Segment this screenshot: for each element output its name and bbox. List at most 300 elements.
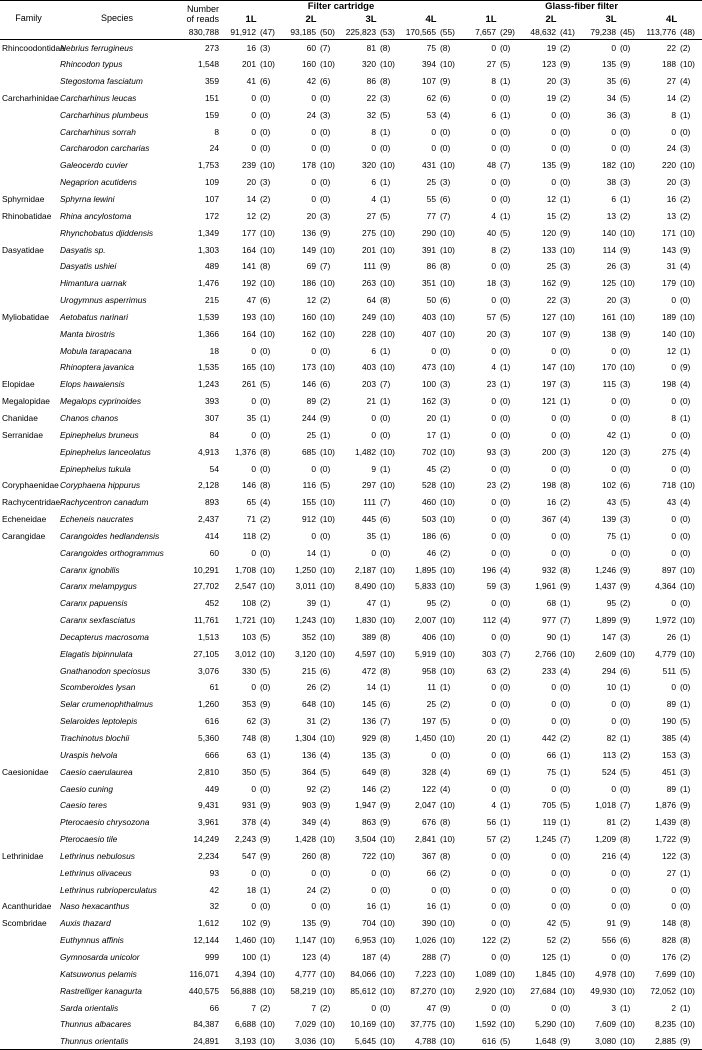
read-count-cell: 63 [486, 665, 497, 676]
read-count-cell: 0 [611, 42, 617, 53]
species-cell: Sphyrna lewini [60, 194, 115, 205]
read-count-cell: 1,376 [235, 446, 256, 457]
read-count-cell: 2 [671, 1002, 677, 1013]
read-count-cell: 389 [362, 631, 376, 642]
family-cell [0, 443, 57, 460]
read-count-cell: 139 [602, 514, 617, 525]
read-count-cell: 556 [602, 935, 617, 946]
detection-count-cell: (9) [260, 800, 271, 811]
detection-count-cell: (2) [260, 1002, 271, 1013]
detection-count-cell: (10) [320, 699, 335, 710]
read-count-cell: 0 [251, 463, 256, 474]
read-count-cell: 135 [602, 59, 617, 70]
detection-count-cell: (1) [380, 126, 391, 137]
detection-count-cell: (7) [560, 615, 571, 626]
family-cell [0, 359, 57, 376]
detection-count-cell: (10) [260, 244, 275, 255]
read-count-cell: 75 [606, 530, 617, 541]
detection-count-cell: (10) [380, 581, 395, 592]
read-count-cell: 1,899 [595, 615, 617, 626]
detection-count-cell: (1) [560, 766, 571, 777]
species-cell: Echeneis naucrates [60, 514, 134, 525]
read-count-cell: 12 [306, 295, 316, 306]
read-count-cell: 140 [602, 227, 617, 238]
table-row [0, 106, 702, 123]
detection-count-cell: (0) [500, 463, 511, 474]
read-count-cell: 0 [551, 109, 557, 120]
read-count-cell: 182 [602, 160, 617, 171]
detection-count-cell: (2) [260, 514, 271, 525]
detection-count-cell: (10) [320, 631, 335, 642]
detection-count-cell: (5) [620, 497, 631, 508]
detection-count-cell: (5) [620, 766, 631, 777]
family-cell [0, 645, 57, 662]
detection-count-cell: (0) [260, 126, 271, 137]
read-count-cell: 18 [246, 884, 256, 895]
detection-count-cell: (10) [320, 362, 335, 373]
detection-count-cell: (3) [560, 446, 571, 457]
read-count-cell: 148 [662, 918, 677, 929]
read-count-cell: 903 [302, 800, 316, 811]
detection-count-cell: (10) [680, 581, 695, 592]
family-cell [0, 1016, 57, 1033]
read-count-cell: 27 [486, 59, 497, 70]
read-count-cell: 145 [362, 699, 376, 710]
species-cell: Rastrelliger kanagurta [60, 985, 142, 996]
table-row [0, 410, 702, 427]
detection-count-cell: (0) [680, 126, 691, 137]
detection-count-cell: (0) [620, 345, 631, 356]
read-count-cell: 718 [662, 480, 677, 491]
read-count-cell: 0 [491, 194, 497, 205]
detection-count-cell: (10) [380, 1019, 395, 1030]
read-count-cell: 190 [662, 716, 677, 727]
reads-cell: 109 [205, 177, 219, 188]
detection-count-cell: (0) [500, 547, 511, 558]
detection-count-cell: (4) [440, 766, 451, 777]
read-count-cell: 171 [662, 227, 677, 238]
table-row [0, 949, 702, 966]
read-count-cell: 186 [422, 530, 436, 541]
gf-2l-header: 2L [545, 13, 557, 25]
table-row [0, 359, 702, 376]
read-count-cell: 81 [366, 42, 376, 53]
detection-count-cell: (1) [560, 194, 571, 205]
fc-2l-header: 2L [305, 13, 317, 25]
read-count-cell: 0 [671, 514, 677, 525]
read-count-cell: 0 [311, 345, 316, 356]
detection-count-cell: (4) [320, 817, 331, 828]
species-cell: Auxis thazard [60, 918, 111, 929]
read-count-cell: 10 [606, 682, 617, 693]
detection-count-cell: (10) [380, 59, 395, 70]
detection-count-cell: (4) [320, 951, 331, 962]
reads-cell: 8 [214, 126, 219, 137]
read-count-cell: 0 [371, 429, 376, 440]
read-count-cell: 0 [611, 143, 617, 154]
detection-count-cell: (2) [680, 210, 691, 221]
detection-count-cell: (10) [320, 514, 335, 525]
read-count-cell: 112 [482, 615, 497, 626]
read-count-cell: 100 [242, 951, 256, 962]
detection-count-cell: (10) [440, 631, 455, 642]
reads-cell: 359 [205, 76, 219, 87]
read-count-cell: 47 [246, 295, 256, 306]
reads-cell: 1,303 [198, 244, 219, 255]
read-count-cell: 58,219 [290, 985, 316, 996]
read-count-cell: 17 [426, 429, 436, 440]
read-count-cell: 4,788 [401, 1033, 439, 1050]
detection-count-cell: (5) [260, 665, 271, 676]
detection-count-cell: (0) [620, 699, 631, 710]
read-count-cell: 0 [491, 261, 497, 272]
read-count-cell: 141 [242, 261, 256, 272]
read-count-cell: 198 [542, 480, 557, 491]
detection-count-cell: (9) [260, 918, 271, 929]
total-count: 79,238 [581, 26, 619, 39]
detection-count-cell: (9) [620, 244, 631, 255]
read-count-cell: 0 [671, 598, 677, 609]
detection-count-cell: (10) [620, 1019, 635, 1030]
family-cell [0, 1033, 57, 1050]
read-count-cell: 431 [422, 160, 436, 171]
read-count-cell: 0 [491, 92, 497, 103]
read-count-cell: 320 [362, 59, 376, 70]
detection-count-cell: (0) [620, 396, 631, 407]
table-row [0, 1016, 702, 1033]
detection-count-cell: (5) [500, 311, 511, 322]
read-count-cell: 200 [542, 446, 557, 457]
read-count-cell: 21 [366, 396, 376, 407]
read-count-cell: 62 [246, 716, 256, 727]
detection-count-cell: (2) [680, 42, 691, 53]
table-row [0, 174, 702, 191]
detection-count-cell: (0) [260, 547, 271, 558]
detection-count-cell: (0) [260, 867, 271, 878]
read-count-cell: 27 [366, 210, 376, 221]
detection-count-cell: (10) [560, 1019, 575, 1030]
family-cell [0, 342, 57, 359]
read-count-cell: 138 [602, 328, 617, 339]
species-cell: Chanos chanos [60, 412, 119, 423]
detection-count-cell: (0) [560, 884, 571, 895]
detection-count-cell: (6) [320, 379, 331, 390]
table-row [0, 578, 702, 595]
detection-count-cell: (2) [500, 665, 511, 676]
detection-count-cell: (0) [500, 497, 511, 508]
detection-count-cell: (3) [500, 278, 511, 289]
family-cell [0, 140, 57, 157]
read-count-cell: 22 [546, 295, 557, 306]
detection-count-cell: (0) [320, 143, 331, 154]
detection-count-cell: (6) [620, 76, 631, 87]
detection-count-cell: (2) [500, 480, 511, 491]
read-count-cell: 0 [491, 396, 497, 407]
detection-count-cell: (10) [680, 648, 695, 659]
table-row [0, 629, 702, 646]
read-count-cell: 0 [671, 547, 677, 558]
total-detections: (29) [499, 26, 521, 39]
read-count-cell: 35 [366, 530, 376, 541]
species-cell: Selar crumenophthalmus [60, 699, 154, 710]
detection-count-cell: (1) [500, 766, 511, 777]
detection-count-cell: (0) [500, 126, 511, 137]
read-count-cell: 403 [362, 362, 376, 373]
read-count-cell: 77 [426, 210, 436, 221]
read-count-cell: 328 [422, 766, 436, 777]
read-count-cell: 547 [242, 850, 256, 861]
detection-count-cell: (2) [320, 682, 331, 693]
detection-count-cell: (0) [560, 867, 571, 878]
detection-count-cell: (3) [620, 379, 631, 390]
detection-count-cell: (0) [380, 429, 391, 440]
read-count-cell: 3,080 [581, 1033, 619, 1050]
detection-count-cell: (0) [680, 598, 691, 609]
read-count-cell: 8 [371, 126, 376, 137]
read-count-cell: 133 [542, 244, 557, 255]
detection-count-cell: (1) [680, 412, 691, 423]
read-count-cell: 10,169 [350, 1019, 376, 1030]
read-count-cell: 1,895 [415, 564, 436, 575]
read-count-cell: 84,066 [350, 968, 376, 979]
read-count-cell: 108 [242, 598, 256, 609]
detection-count-cell: (10) [680, 227, 695, 238]
read-count-cell: 35 [246, 412, 256, 423]
read-count-cell: 111 [363, 261, 376, 272]
read-count-cell: 49,930 [590, 985, 617, 996]
read-count-cell: 7 [251, 1002, 256, 1013]
read-count-cell: 53 [426, 109, 436, 120]
detection-count-cell: (10) [380, 935, 395, 946]
detection-count-cell: (1) [620, 194, 631, 205]
detection-count-cell: (1) [500, 800, 511, 811]
read-count-cell: 27 [666, 76, 677, 87]
read-count-cell: 37,775 [410, 1019, 436, 1030]
read-count-cell: 0 [551, 867, 557, 878]
detection-count-cell: (0) [560, 463, 571, 474]
detection-count-cell: (2) [440, 867, 451, 878]
detection-count-cell: (2) [440, 598, 451, 609]
species-cell: Caesio cuning [60, 783, 114, 794]
detection-count-cell: (1) [500, 109, 511, 120]
detection-count-cell: (9) [260, 834, 271, 845]
read-count-cell: 147 [542, 362, 557, 373]
detection-count-cell: (10) [380, 328, 395, 339]
detection-count-cell: (8) [380, 76, 391, 87]
detection-count-cell: (0) [680, 463, 691, 474]
read-count-cell: 165 [242, 362, 256, 373]
read-count-cell: 113 [602, 749, 617, 760]
species-cell: Caranx papuensis [60, 598, 128, 609]
read-count-cell: 125 [542, 951, 557, 962]
reads-cell: 1,243 [198, 379, 219, 390]
read-count-cell: 20 [606, 295, 617, 306]
read-count-cell: 297 [362, 480, 376, 491]
read-count-cell: 122 [482, 935, 497, 946]
read-count-cell: 179 [662, 278, 677, 289]
read-count-cell: 102 [602, 480, 617, 491]
read-count-cell: 0 [491, 699, 497, 710]
detection-count-cell: (0) [320, 126, 331, 137]
read-count-cell: 676 [422, 817, 436, 828]
read-count-cell: 135 [302, 918, 316, 929]
detection-count-cell: (0) [680, 530, 691, 541]
detection-count-cell: (0) [500, 631, 511, 642]
table-row [0, 898, 702, 915]
read-count-cell: 198 [662, 379, 677, 390]
table-row [0, 662, 702, 679]
detection-count-cell: (1) [380, 901, 391, 912]
read-count-cell: 0 [491, 429, 497, 440]
detection-count-cell: (9) [680, 362, 691, 373]
read-count-cell: 20 [546, 76, 557, 87]
detection-count-cell: (10) [620, 227, 635, 238]
detection-count-cell: (0) [560, 126, 571, 137]
detection-count-cell: (2) [560, 92, 571, 103]
read-count-cell: 4,978 [595, 968, 617, 979]
family-cell [0, 258, 57, 275]
detection-count-cell: (8) [260, 480, 271, 491]
read-count-cell: 107 [542, 328, 557, 339]
read-count-cell: 1,592 [475, 1019, 497, 1030]
read-count-cell: 26 [666, 631, 677, 642]
detection-count-cell: (10) [560, 362, 575, 373]
detection-count-cell: (4) [680, 261, 691, 272]
detection-count-cell: (0) [440, 143, 451, 154]
read-count-cell: 146 [242, 480, 256, 491]
reads-cell: 61 [209, 682, 219, 693]
read-count-cell: 0 [671, 429, 677, 440]
detection-count-cell: (10) [380, 362, 395, 373]
family-cell: Megalopidae [2, 396, 50, 407]
read-count-cell: 0 [551, 412, 557, 423]
read-count-cell: 196 [482, 564, 497, 575]
read-count-cell: 63 [246, 749, 256, 760]
reads-cell: 159 [205, 109, 219, 120]
detection-count-cell: (10) [440, 244, 455, 255]
detection-count-cell: (0) [380, 884, 391, 895]
detection-count-cell: (1) [680, 631, 691, 642]
detection-count-cell: (4) [560, 514, 571, 525]
family-cell: Caesionidae [2, 766, 49, 777]
detection-count-cell: (3) [620, 446, 631, 457]
detection-count-cell: (8) [440, 817, 451, 828]
table-row [0, 999, 702, 1016]
detection-count-cell: (1) [440, 682, 451, 693]
table-row [0, 982, 702, 999]
read-count-cell: 0 [551, 901, 557, 912]
read-count-cell: 233 [542, 665, 557, 676]
read-count-cell: 0 [311, 194, 316, 205]
reads-cell: 9,431 [198, 800, 219, 811]
table-row [0, 713, 702, 730]
detection-count-cell: (2) [680, 194, 691, 205]
read-count-cell: 0 [611, 345, 617, 356]
table-row [0, 342, 702, 359]
read-count-cell: 472 [362, 665, 376, 676]
detection-count-cell: (10) [620, 160, 635, 171]
detection-count-cell: (9) [320, 227, 331, 238]
read-count-cell: 1,304 [295, 733, 316, 744]
detection-count-cell: (1) [380, 598, 391, 609]
read-count-cell: 275 [362, 227, 376, 238]
detection-count-cell: (1) [560, 598, 571, 609]
read-count-cell: 0 [311, 463, 316, 474]
detection-count-cell: (6) [380, 699, 391, 710]
read-count-cell: 45 [426, 463, 436, 474]
table-row [0, 797, 702, 814]
read-count-cell: 25 [306, 429, 316, 440]
family-cell [0, 932, 57, 949]
read-count-cell: 1,437 [595, 581, 617, 592]
read-count-cell: 7,609 [595, 1019, 617, 1030]
family-cell [0, 544, 57, 561]
read-count-cell: 0 [371, 867, 376, 878]
read-count-cell: 0 [491, 918, 497, 929]
detection-count-cell: (2) [560, 497, 571, 508]
detection-count-cell: (9) [320, 412, 331, 423]
read-count-cell: 69 [306, 261, 316, 272]
read-count-cell: 0 [491, 126, 497, 137]
detection-count-cell: (9) [560, 278, 571, 289]
reads-cell: 172 [205, 210, 219, 221]
detection-count-cell: (1) [500, 210, 511, 221]
detection-count-cell: (9) [260, 850, 271, 861]
species-cell: Katsuwonus pelamis [60, 968, 137, 979]
family-cell [0, 292, 57, 309]
read-count-cell: 6 [491, 109, 497, 120]
detection-count-cell: (3) [680, 850, 691, 861]
read-count-cell: 8 [491, 76, 497, 87]
reads-cell: 666 [205, 749, 219, 760]
table-row [0, 679, 702, 696]
read-count-cell: 828 [662, 935, 677, 946]
detection-count-cell: (5) [680, 716, 691, 727]
total-detections: (41) [559, 26, 581, 39]
read-count-cell: 8 [491, 244, 497, 255]
detection-count-cell: (0) [560, 1002, 571, 1013]
detection-count-cell: (4) [680, 379, 691, 390]
read-count-cell: 260 [302, 850, 316, 861]
species-cell: Epinephelus tukula [60, 463, 131, 474]
read-count-cell: 40 [486, 227, 497, 238]
read-count-cell: 188 [662, 59, 677, 70]
read-count-cell: 503 [422, 514, 436, 525]
detection-count-cell: (10) [380, 850, 395, 861]
detection-count-cell: (2) [620, 749, 631, 760]
read-count-cell: 4,597 [355, 648, 376, 659]
read-count-cell: 2,243 [235, 834, 256, 845]
detection-count-cell: (10) [320, 615, 335, 626]
read-count-cell: 0 [611, 126, 617, 137]
family-cell: Rhinobatidae [2, 210, 52, 221]
detection-count-cell: (0) [500, 514, 511, 525]
detection-count-cell: (8) [380, 42, 391, 53]
table-header [0, 1, 702, 40]
detection-count-cell: (9) [560, 328, 571, 339]
table-row [0, 881, 702, 898]
detection-count-cell: (1) [560, 396, 571, 407]
detection-count-cell: (6) [440, 295, 451, 306]
detection-count-cell: (10) [440, 59, 455, 70]
read-count-cell: 81 [606, 817, 617, 828]
read-count-cell: 1,721 [235, 615, 256, 626]
family-cell [0, 157, 57, 174]
read-count-cell: 192 [242, 278, 256, 289]
detection-count-cell: (0) [500, 598, 511, 609]
read-count-cell: 24 [666, 143, 677, 154]
read-count-cell: 176 [662, 951, 677, 962]
